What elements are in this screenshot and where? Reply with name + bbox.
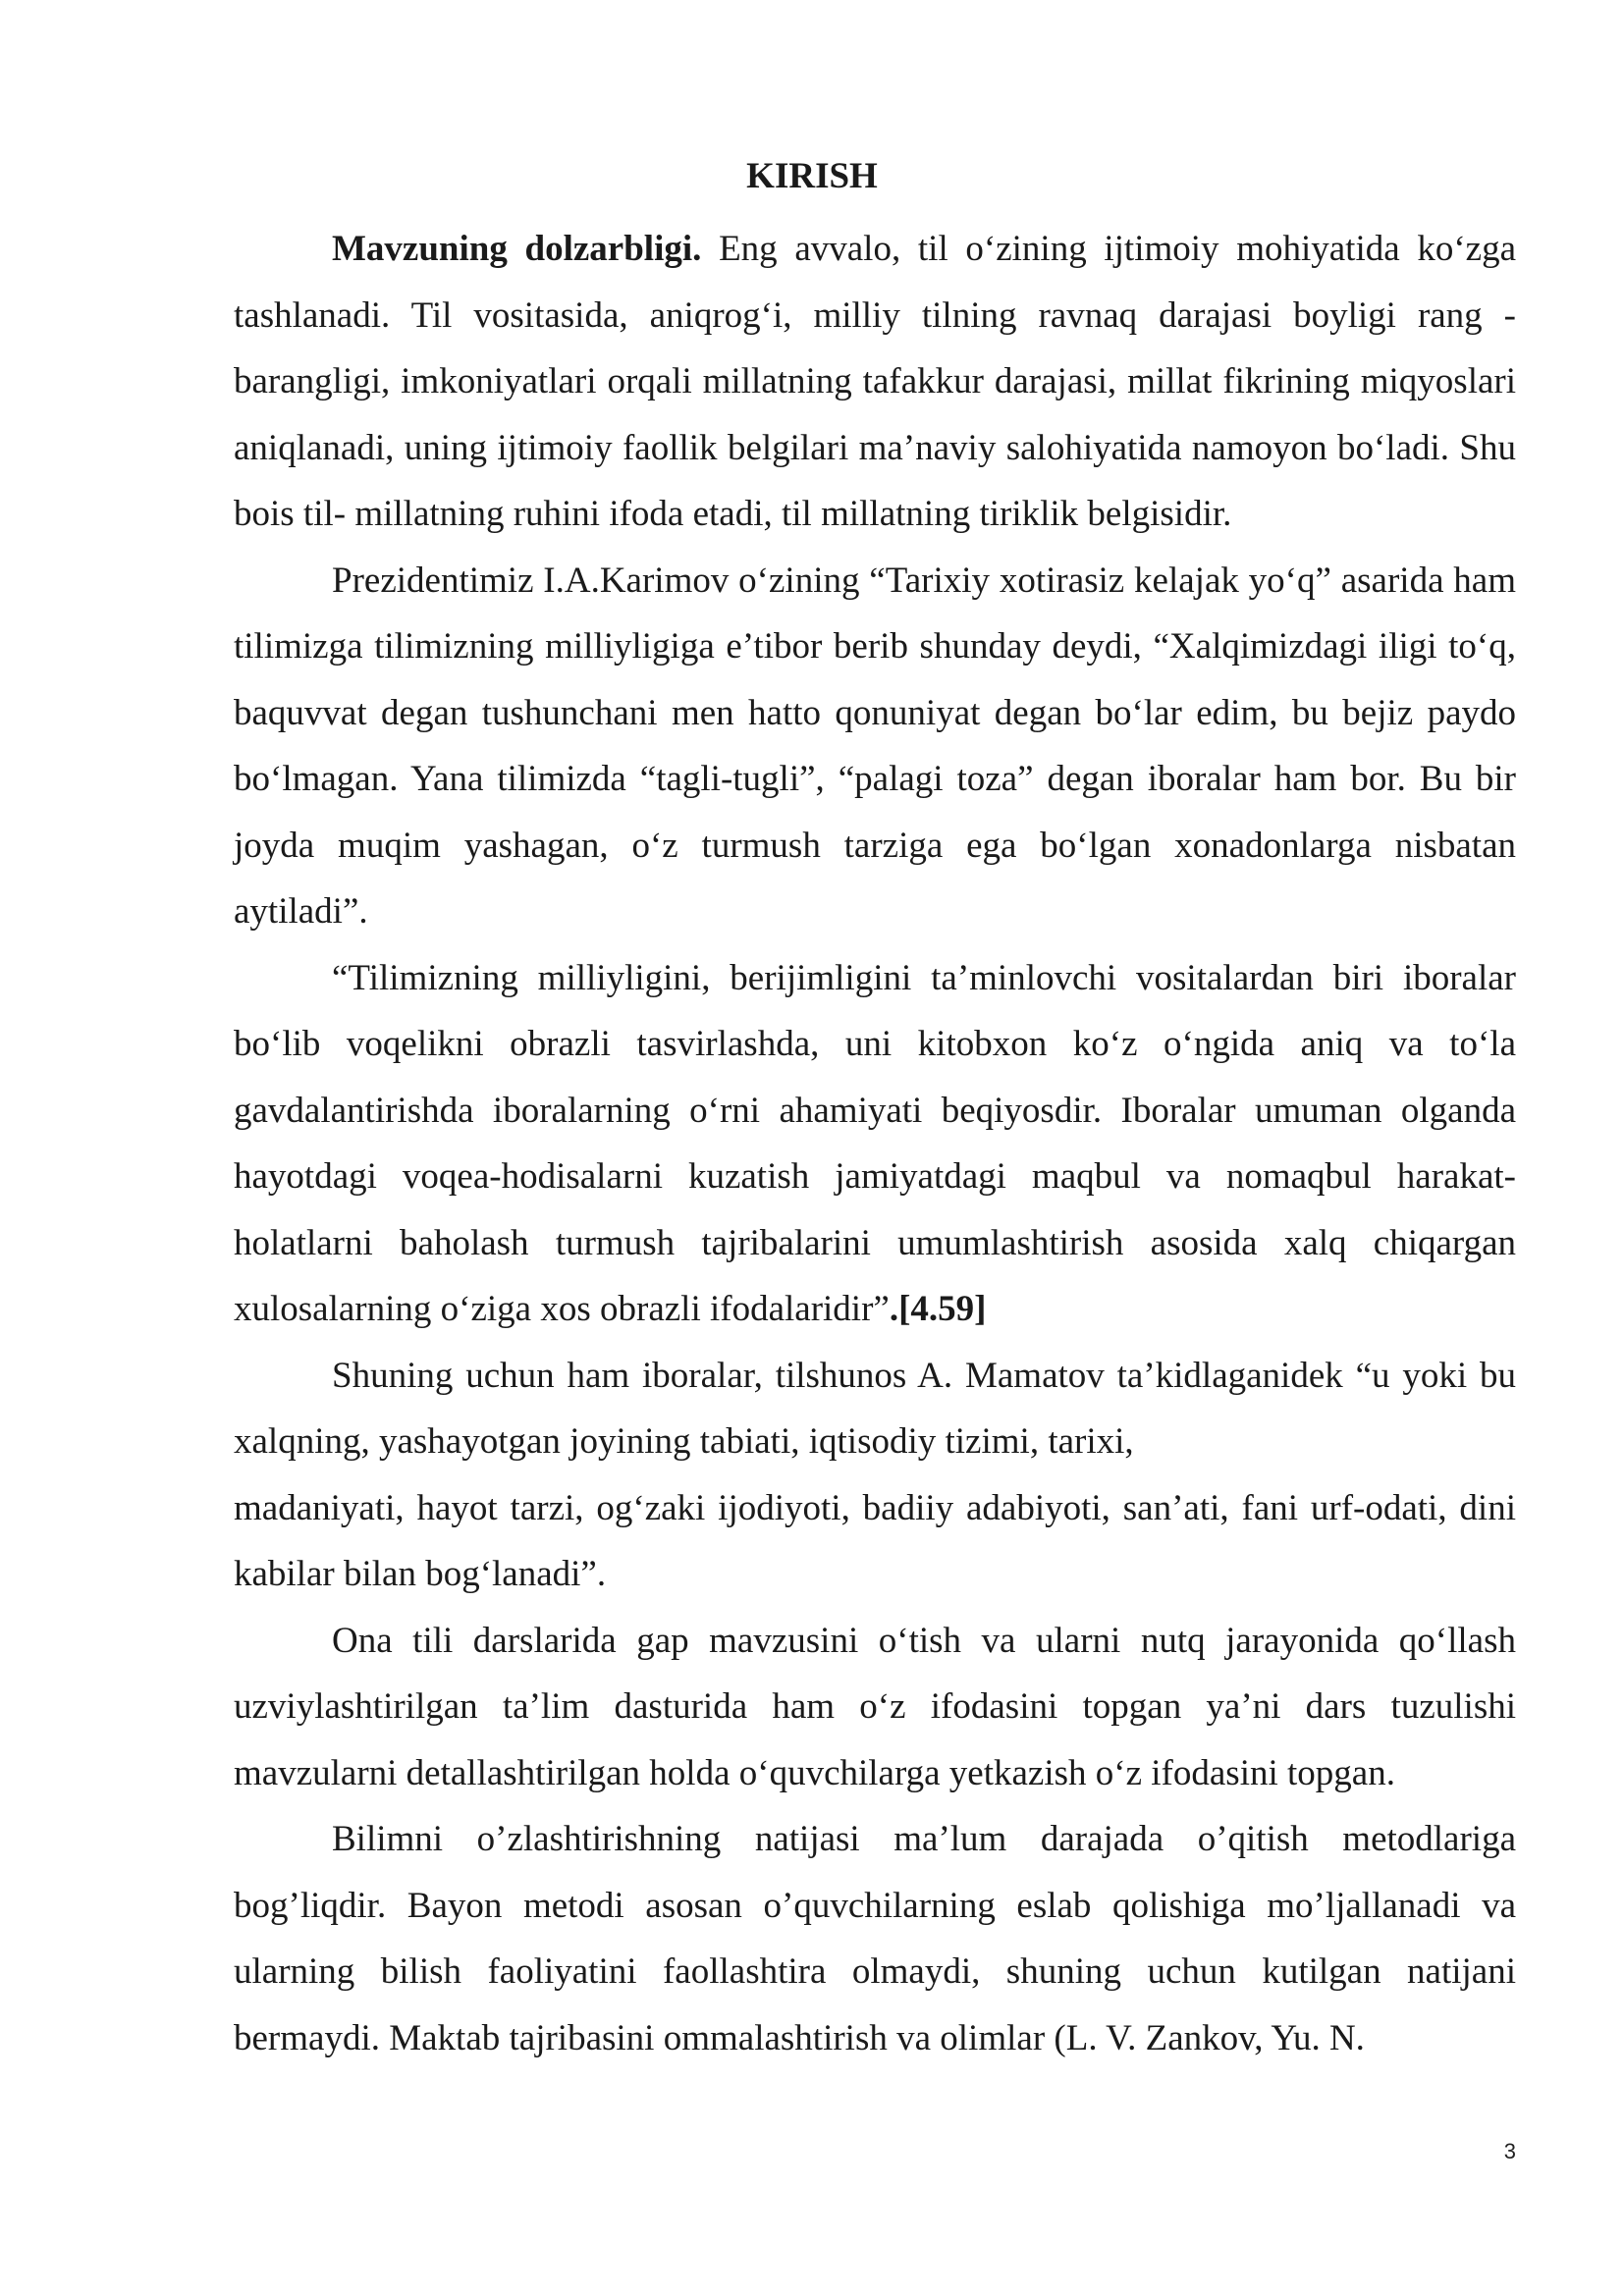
relevance-text: Eng avvalo, til o‘zining ijtimoiy mohiyatida ko‘zga tashlanadi. Til vositasida, aniqrog‘i, milliy tilning ravnaq darajasi boyligi rang - barangligi, imkoniyatlari orqali millatning tafakkur darajasi, millat fikrining miqyoslari aniqlanadi, uning ijtimoiy faollik belgilari ma’naviy salohiyatida namoyon bo‘ladi. Shu bois til- millatning ruhini ifoda etadi, til millatning tiriklik belgisidir. [234, 229, 1516, 534]
body-text [234, 216, 1516, 2071]
paragraph-president-quote: Prezidentimiz I.A.Karimov o‘zining “Tarixiy xotirasiz kelajak yo‘q” asarida ham tilimizga tilimizning milliyligiga e’tibor berib shunday deydi, “Xalqimizdagi iligi to‘q, baquvvat degan tushunchani men hatto qonuniyat degan bo‘lar edim, bu bejiz paydo bo‘lmagan. Yana tilimizda “tagli-tugli”, “palagi toza” degan iboralar ham bor. Bu bir joyda muqim yashagan, o‘z turmush tarziga ega bo‘lgan xonadonlarga nisbatan aytiladi”. [234, 560, 1516, 932]
relevance-lead: Mavzuning dolzarbligi. [332, 229, 702, 269]
citation-reference: .[4.59] [889, 1289, 987, 1329]
paragraph-mother-tongue: Ona tili darslarida gap mavzusini o‘tish va ularni nutq jarayonida qo‘llash uzviylashtirilgan ta’lim dasturida ham o‘z ifodasini topgan ya’ni dars tuzulishi mavzularni detallashtirilgan holda o‘quvchilarga yetkazish o‘z ifodasini topgan. [234, 1620, 1516, 1793]
paragraph-relevance [234, 216, 1516, 548]
paragraph-idioms-quote [234, 945, 1516, 1343]
idioms-quote-text: “Tilimizning milliyligini, berijimligini ta’minlovchi vositalardan biri iboralar bo‘lib voqelikni obrazli tasvirlashda, uni kitobxon ko‘z o‘ngida aniq va to‘la gavdalantirishda iboralarning o‘rni ahamiyati beqiyosdir. Iboralar umuman olganda hayotdagi voqea-hodisalarni kuzatish jamiyatdagi maqbul va nomaqbul harakat-holatlarni baholash turmush tajribalarini umumlashtirish asosida xalq chiqargan xulosalarning o‘ziga xos obrazli ifodalaridir” [234, 957, 1516, 1329]
page-number: 3 [1503, 2139, 1516, 2163]
paragraph-mamatov-first-line: Shuning uchun ham iboralar, tilshunos A. Mamatov ta’kidlaganidek “u yoki bu xalqning, yashayotgan joyining tabiati, iqtisodiy tizimi, tarixi, [234, 1355, 1516, 1462]
section-heading: KIRISH [746, 156, 878, 196]
paragraph-mamatov-continuation: madaniyati, hayot tarzi, og‘zaki ijodiyoti, badiiy adabiyoti, san’ati, fani urf-odati, dini kabilar bilan bog‘lanadi”. [234, 1487, 1516, 1594]
paragraph-teaching-methods: Bilimni o’zlashtirishning natijasi ma’lum darajada o’qitish metodlariga bog’liqdir. Bayon metodi asosan o’quvchilarning eslab qolishiga mo’ljallanadi va ularning bilish faoliyatini faollashtira olmaydi, shuning uchun kutilgan natijani bermaydi. Maktab tajribasini ommalashtirish va olimlar (L. V. Zankov, Yu. N. [234, 1819, 1516, 2058]
